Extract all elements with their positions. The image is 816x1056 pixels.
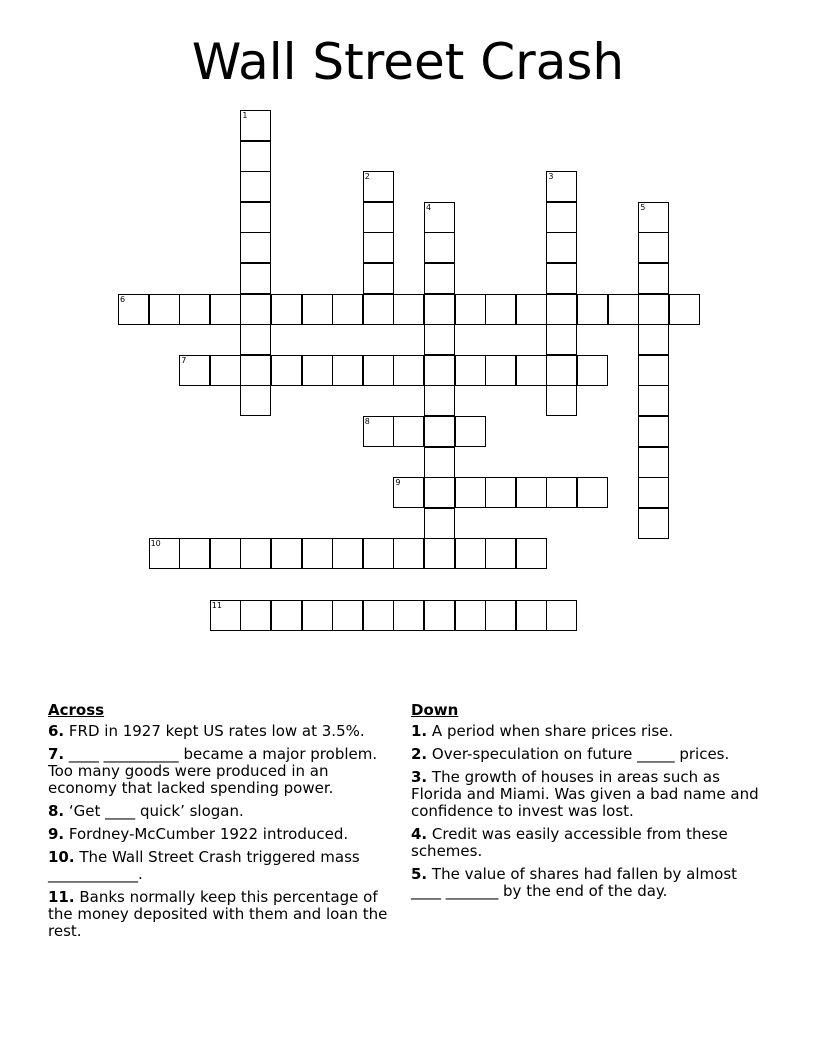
clue-text: FRD in 1927 kept US rates low at 3.5%. — [64, 722, 365, 740]
grid-cell[interactable] — [240, 202, 271, 233]
grid-cell[interactable] — [240, 385, 271, 416]
clue-text: The value of shares had fallen by almost ____ _______ by the end of the day. — [411, 865, 738, 900]
grid-cell[interactable] — [485, 477, 516, 508]
grid-cell[interactable] — [638, 232, 669, 263]
grid-cell[interactable] — [638, 447, 669, 478]
grid-cell[interactable] — [240, 110, 271, 141]
grid-cell[interactable] — [332, 355, 363, 386]
grid-cell[interactable] — [302, 600, 333, 631]
down-clues — [411, 702, 771, 906]
grid-cell[interactable] — [424, 538, 455, 569]
grid-cell[interactable] — [424, 294, 455, 325]
clue-text: Banks normally keep this percentage of the money deposited with them and loan the rest. — [48, 888, 388, 940]
clue-text: ____ __________ became a major problem. Too many goods were produced in an economy that lacked spending power. — [48, 745, 378, 797]
grid-cell[interactable] — [638, 477, 669, 508]
grid-cell[interactable] — [546, 294, 577, 325]
grid-cell[interactable] — [240, 171, 271, 202]
clue-number-label: 3. — [411, 768, 428, 786]
clue-number: 5 — [640, 202, 646, 212]
grid-cell[interactable] — [546, 202, 577, 233]
across-clues — [48, 702, 400, 946]
grid-cell[interactable] — [577, 477, 608, 508]
grid-cell[interactable] — [516, 600, 547, 631]
grid-cell[interactable] — [363, 600, 394, 631]
grid-cell[interactable] — [424, 324, 455, 355]
across-clue-list — [48, 723, 400, 940]
grid-cell[interactable] — [363, 202, 394, 233]
across-clue — [48, 723, 400, 740]
clue-number-label: 7. — [48, 745, 65, 763]
grid-cell[interactable] — [577, 294, 608, 325]
grid-cell[interactable] — [240, 232, 271, 263]
across-clue — [48, 803, 400, 820]
grid-cell[interactable] — [485, 538, 516, 569]
grid-cell[interactable] — [485, 294, 516, 325]
grid-cell[interactable] — [485, 355, 516, 386]
grid-cell[interactable] — [393, 600, 424, 631]
clue-number-label: 11. — [48, 888, 75, 906]
clue-number: 7 — [181, 355, 187, 365]
down-clue — [411, 826, 771, 860]
grid-cell[interactable] — [516, 477, 547, 508]
grid-cell[interactable] — [363, 232, 394, 263]
clue-number-label: 4. — [411, 825, 428, 843]
clue-number: 10 — [150, 539, 161, 549]
grid-cell[interactable] — [393, 416, 424, 447]
grid-cell[interactable] — [393, 477, 424, 508]
grid-cell[interactable] — [424, 385, 455, 416]
grid-cell[interactable] — [240, 294, 271, 325]
grid-cell[interactable] — [302, 538, 333, 569]
clue-number: 9 — [395, 478, 401, 488]
grid-cell[interactable] — [363, 538, 394, 569]
clue-number: 11 — [211, 600, 222, 610]
clue-text: Credit was easily accessible from these schemes. — [411, 825, 728, 860]
clue-number-label: 5. — [411, 865, 428, 883]
clue-text: The growth of houses in areas such as Florida and Miami. Was given a bad name and confidence to invest was lost. — [411, 768, 759, 820]
down-clue — [411, 866, 771, 900]
down-clue — [411, 746, 771, 763]
grid-cell[interactable] — [455, 600, 486, 631]
grid-cell[interactable] — [638, 416, 669, 447]
grid-cell[interactable] — [546, 324, 577, 355]
grid-cell[interactable] — [455, 477, 486, 508]
clue-number: 1 — [242, 111, 248, 120]
grid-cell[interactable] — [240, 324, 271, 355]
clue-number: 3 — [548, 172, 554, 182]
grid-cell[interactable] — [393, 355, 424, 386]
down-clue — [411, 769, 771, 820]
clue-number-label: 8. — [48, 802, 65, 820]
clue-number-label: 2. — [411, 745, 428, 763]
across-clue — [48, 889, 400, 940]
clue-number: 6 — [120, 294, 126, 304]
grid-cell[interactable] — [363, 263, 394, 294]
grid-cell[interactable] — [393, 538, 424, 569]
clue-number-label: 1. — [411, 722, 428, 740]
grid-cell[interactable] — [302, 294, 333, 325]
across-clue — [48, 826, 400, 843]
grid-cell[interactable] — [424, 447, 455, 478]
grid-cell[interactable] — [179, 538, 210, 569]
grid-cell[interactable] — [271, 600, 302, 631]
down-clue-list — [411, 723, 771, 900]
grid-cell[interactable] — [608, 294, 639, 325]
grid-cell[interactable] — [210, 538, 241, 569]
grid-cell[interactable] — [546, 600, 577, 631]
grid-cell[interactable] — [638, 263, 669, 294]
grid-cell[interactable] — [332, 538, 363, 569]
grid-cell[interactable] — [516, 538, 547, 569]
grid-cell[interactable] — [546, 355, 577, 386]
grid-cell[interactable] — [638, 294, 669, 325]
across-heading: Across — [48, 701, 105, 719]
grid-cell[interactable] — [424, 232, 455, 263]
grid-cell[interactable] — [210, 600, 241, 631]
clue-text: The Wall Street Crash triggered mass ____________. — [48, 848, 360, 883]
grid-cell[interactable] — [424, 355, 455, 386]
grid-cell[interactable] — [363, 355, 394, 386]
across-clue — [48, 849, 400, 883]
grid-cell[interactable] — [638, 202, 669, 233]
grid-cell[interactable] — [210, 294, 241, 325]
grid-cell[interactable] — [546, 263, 577, 294]
grid-cell[interactable] — [210, 355, 241, 386]
clue-number-label: 10. — [48, 848, 75, 866]
grid-cell[interactable] — [149, 538, 180, 569]
grid-cell[interactable] — [302, 355, 333, 386]
grid-cell[interactable] — [240, 538, 271, 569]
grid-cell[interactable] — [240, 355, 271, 386]
down-clue — [411, 723, 771, 740]
clue-number: 2 — [364, 172, 370, 182]
grid-cell[interactable] — [455, 416, 486, 447]
grid-cell[interactable] — [546, 232, 577, 263]
grid-cell[interactable] — [455, 355, 486, 386]
grid-cell[interactable] — [546, 171, 577, 202]
across-clue — [48, 746, 400, 797]
grid-cell[interactable] — [271, 538, 302, 569]
grid-cell[interactable] — [638, 355, 669, 386]
clue-text: Fordney-McCumber 1922 introduced. — [64, 825, 349, 843]
clue-number-label: 6. — [48, 722, 65, 740]
grid-cell[interactable] — [638, 324, 669, 355]
grid-cell[interactable] — [516, 355, 547, 386]
clue-number: 4 — [426, 202, 432, 212]
clue-text: ‘Get ____ quick’ slogan. — [64, 802, 244, 820]
grid-cell[interactable] — [149, 294, 180, 325]
grid-cell[interactable] — [546, 385, 577, 416]
puzzle-title: Wall Street Crash — [191, 33, 625, 91]
clue-number-label: 9. — [48, 825, 65, 843]
grid-cell[interactable] — [424, 508, 455, 539]
grid-cell[interactable] — [240, 141, 271, 172]
grid-cell[interactable] — [118, 294, 149, 325]
grid-cell[interactable] — [638, 385, 669, 416]
grid-cell[interactable] — [393, 294, 424, 325]
down-heading: Down — [411, 701, 459, 719]
grid-cell[interactable] — [424, 600, 455, 631]
clue-number: 8 — [364, 417, 370, 426]
grid-cell[interactable] — [179, 355, 210, 386]
grid-cell[interactable] — [546, 477, 577, 508]
grid-cell[interactable] — [455, 294, 486, 325]
grid-cell[interactable] — [271, 355, 302, 386]
grid-cell[interactable] — [516, 294, 547, 325]
grid-cell[interactable] — [240, 263, 271, 294]
grid-cell[interactable] — [363, 416, 394, 447]
grid-cell[interactable] — [424, 416, 455, 447]
grid-cell[interactable] — [485, 600, 516, 631]
grid-cell[interactable] — [271, 294, 302, 325]
grid-cell[interactable] — [363, 171, 394, 202]
grid-cell[interactable] — [669, 294, 700, 325]
grid-cell[interactable] — [638, 508, 669, 539]
grid-cell[interactable] — [363, 294, 394, 325]
clue-text: A period when share prices rise. — [427, 722, 674, 740]
grid-cell[interactable] — [240, 600, 271, 631]
grid-cell[interactable] — [424, 202, 455, 233]
grid-cell[interactable] — [179, 294, 210, 325]
grid-cell[interactable] — [424, 477, 455, 508]
grid-cell[interactable] — [332, 294, 363, 325]
grid-cell[interactable] — [577, 355, 608, 386]
grid-cell[interactable] — [455, 538, 486, 569]
grid-cell[interactable] — [332, 600, 363, 631]
grid-cell[interactable] — [424, 263, 455, 294]
clue-text: Over-speculation on future _____ prices. — [427, 745, 730, 763]
